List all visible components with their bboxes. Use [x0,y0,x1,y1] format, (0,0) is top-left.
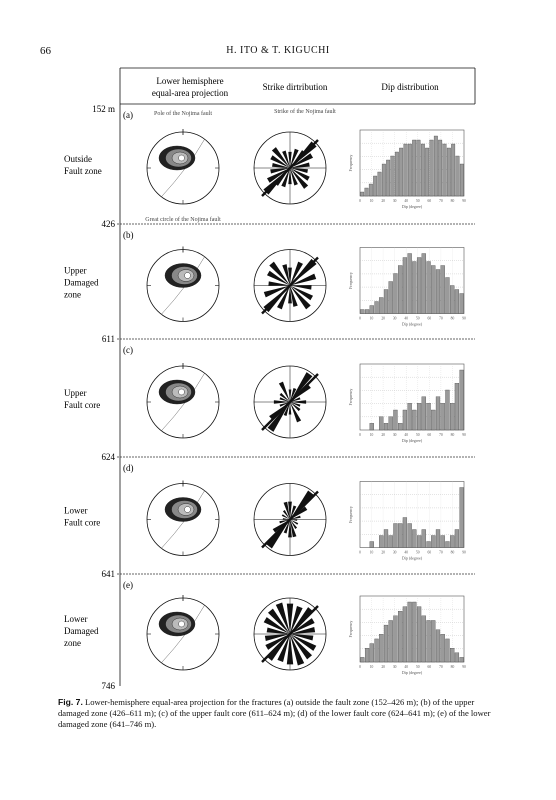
histogram-xtick: 10 [369,316,374,321]
histogram-bar [379,536,383,548]
histogram-xlabel: Dip (degree) [401,321,423,327]
histogram-xtick: 70 [439,433,443,437]
histogram-bar [389,620,393,662]
histogram-xtick: 40 [404,316,409,321]
caption-text: Lower-hemisphere equal-area projection for the fractures (a) outside the fault zone (152–426 m); (b) of the upper damaged zone (426–611 m); (c) of the upper fault core (611–624 m); (d) of the lower fault core (624–641 m); (e) of the lower damaged zone (641–746 m). [58,697,491,729]
histogram-bar [422,616,426,662]
histogram-bar [427,403,431,430]
histogram-xlabel: Dip (degree) [401,438,423,443]
histogram-bar [445,390,449,430]
histogram-bar [460,657,464,662]
histogram-bar [427,620,431,662]
histogram-xtick: 20 [381,316,385,321]
histogram-xtick: 80 [450,199,455,203]
histogram-bar [408,524,412,548]
depth-mark: 641 [101,569,115,579]
histogram-bar [404,144,408,196]
histogram-xtick: 50 [415,550,420,555]
histogram-xtick: 40 [404,433,409,437]
histogram-bar [455,653,459,662]
depth-mark: 746 [101,681,115,691]
histogram-bar [393,524,397,548]
histogram-xtick: 30 [392,665,397,669]
histogram-bar [450,286,454,314]
histogram-xtick: 50 [415,316,420,321]
histogram-bar [445,542,449,548]
histogram-bar [431,410,435,430]
zone-label: Fault core [64,517,101,528]
histogram-xtick: 20 [381,199,385,203]
histogram-bar [455,290,459,314]
histogram-bar [412,262,416,314]
histogram-xtick: 10 [369,665,374,669]
histogram-bar [389,536,393,548]
histogram-bar [431,536,435,548]
histogram-bar [431,620,435,662]
histogram-bar [370,423,374,430]
row-label: (e) [123,580,133,590]
histogram-bar [365,188,369,196]
histogram-xtick: 90 [462,550,466,555]
histogram-xtick: 40 [404,550,409,555]
histogram-bar [460,164,464,196]
zone-label: Fault core [64,400,101,410]
histogram-xtick: 30 [392,433,397,437]
histogram-bar [391,156,395,196]
histogram-xtick: 60 [427,550,432,555]
histogram-xtick: 80 [450,665,455,669]
histogram-bar [441,634,445,662]
zone-label: Outside [64,154,92,164]
histogram-xtick: 0 [359,316,361,321]
histogram-xtick: 60 [427,433,432,437]
histogram-bar [379,298,383,314]
row-4 [64,463,466,561]
histogram-bar [412,602,416,662]
histogram-xtick: 60 [427,199,432,203]
histogram-bar [441,266,445,314]
histogram-bar [398,524,402,548]
histogram-bar [393,616,397,662]
histogram-xlabel: Dip (degree) [401,555,423,561]
histogram-xtick: 90 [462,199,466,203]
col-projection-line2: equal-area projection [151,88,229,98]
histogram-bar [403,258,407,314]
histogram-bar [370,644,374,662]
histogram-xtick: 0 [359,665,361,669]
histogram-ylabel: Frequency [348,620,353,638]
histogram-bar [412,530,416,548]
histogram-xtick: 10 [369,433,374,437]
histogram-bar [370,306,374,314]
histogram-bar [421,144,425,196]
histogram-bar [403,518,407,548]
histogram-bar [460,488,464,548]
histogram-bar [417,403,421,430]
zone-label: Lower [64,614,88,624]
histogram-bar [384,530,388,548]
zone-label: Upper [64,388,87,398]
histogram-bar [360,310,364,314]
histogram-bar [378,172,382,196]
histogram-xtick: 70 [439,316,443,321]
row-label: (a) [123,110,133,120]
histogram-bar [379,417,383,430]
histogram-xtick: 60 [427,316,432,321]
histogram-xtick: 50 [415,433,420,437]
depth-mark: 611 [101,334,115,344]
caption-label: Fig. 7. [58,697,83,707]
histogram-bar [393,274,397,314]
row-2 [64,230,466,327]
histogram-bar [451,144,455,196]
histogram-bar [450,536,454,548]
histogram-bar [403,607,407,662]
page-number: 66 [40,45,51,57]
histogram-bar [436,397,440,430]
histogram-xtick: 50 [415,665,420,669]
histogram-frame [360,482,464,548]
histogram-xtick: 70 [439,665,443,669]
histogram-bar [370,542,374,548]
histogram-xtick: 70 [439,550,443,555]
histogram-bar [398,611,402,662]
histogram-bar [379,634,383,662]
depth-mark: 152 m [92,104,115,114]
histogram-bar [443,144,447,196]
histogram-ylabel: Frequency [348,154,353,172]
histogram-xtick: 40 [404,199,409,203]
histogram-bar [393,410,397,430]
density-contour [185,507,191,513]
zone-label: Damaged [64,277,99,288]
histogram-xtick: 40 [404,665,409,669]
histogram-bar [436,530,440,548]
histogram-bar [375,639,379,662]
histogram-bar [398,266,402,314]
histogram-bar [422,530,426,548]
histogram-ylabel: Frequency [348,272,353,289]
histogram-bar [460,370,464,430]
histogram-bar [455,530,459,548]
histogram-bar [417,536,421,548]
histogram-bar [408,144,412,196]
histogram-xtick: 0 [359,550,361,555]
histogram-xtick: 80 [450,550,455,555]
zone-label: Upper [64,265,87,276]
histogram-bar [450,403,454,430]
histogram-bar [384,625,388,662]
histogram-xtick: 0 [359,199,361,203]
histogram-xtick: 50 [415,199,420,203]
great-circle-annotation: Great circle of the Nojima fault [145,217,221,223]
histogram-bar [382,164,386,196]
histogram-xtick: 90 [462,433,466,437]
histogram-bar [389,282,393,314]
histogram-bar [365,648,369,662]
histogram-xtick: 80 [450,433,455,437]
histogram-xtick: 90 [462,316,466,321]
zone-label: Fault zone [64,166,102,176]
density-contour [185,273,191,279]
histogram-bar [450,648,454,662]
zone-label: Damaged [64,626,99,636]
histogram-bar [384,423,388,430]
histogram-bar [408,602,412,662]
histogram-bar [417,607,421,662]
density-contour [179,155,185,161]
histogram-bar [417,258,421,314]
histogram-bar [384,290,388,314]
histogram-xtick: 10 [369,199,374,203]
zone-label: zone [64,638,81,648]
histogram-xtick: 10 [369,550,374,555]
histogram-bar [445,639,449,662]
histogram-bar [445,278,449,314]
row-label: (d) [123,463,134,473]
histogram-bar [447,148,451,196]
histogram-bar [434,136,438,196]
histogram-bar [422,254,426,314]
histogram-bar [408,254,412,314]
zone-label: Lower [64,505,88,516]
zone-label: zone [64,289,81,300]
histogram-bar [417,140,421,196]
histogram-bar [375,302,379,314]
histogram-xtick: 20 [381,433,385,437]
row-label: (b) [123,230,134,240]
pole-annotation: Pole of the Nojima fault [154,111,212,117]
histogram-bar [412,140,416,196]
histogram-bar [427,262,431,314]
col-dip: Dip distribution [381,82,439,92]
histogram-bar [427,542,431,548]
figure-caption [58,697,498,730]
histogram-xtick: 80 [450,316,455,321]
histogram-bar [403,410,407,430]
histogram-bar [456,156,460,196]
histogram-bar [360,192,364,196]
histogram-bar [441,403,445,430]
histogram-bar [360,657,364,662]
histogram-xtick: 90 [462,665,466,669]
histogram-bar [422,397,426,430]
histogram-xtick: 60 [427,665,432,669]
histogram-ylabel: Frequency [348,506,353,523]
col-strike: Strike dirtribution [262,82,328,92]
histogram-bar [398,423,402,430]
running-head: H. ITO & T. KIGUCHI [226,45,330,56]
histogram-xtick: 30 [392,316,397,321]
histogram-xtick: 30 [392,550,397,555]
histogram-bar [430,140,434,196]
depth-mark: 624 [101,452,115,462]
histogram-bar [436,270,440,314]
histogram-bar [455,383,459,430]
histogram-bar [436,630,440,662]
histogram-bar [373,176,377,196]
histogram-bar [408,403,412,430]
row-1 [64,108,466,223]
histogram-xlabel: Dip (degree) [401,670,423,675]
histogram-xlabel: Dip (degree) [401,204,423,209]
histogram-bar [431,266,435,314]
histogram-bar [395,152,399,196]
histogram-xtick: 0 [359,433,361,437]
col-projection-line1: Lower hemisphere [156,76,224,86]
row-5 [64,580,466,675]
density-contour [179,389,185,395]
histogram-bar [399,148,403,196]
histogram-xtick: 20 [381,550,385,555]
density-contour [179,621,185,627]
histogram-bar [441,536,445,548]
histogram-bar [365,310,369,314]
histogram-xtick: 70 [439,199,443,203]
histogram-bar [412,410,416,430]
histogram-xtick: 30 [392,199,397,203]
histogram-xtick: 20 [381,665,385,669]
row-3 [64,345,466,443]
depth-mark: 426 [101,219,115,229]
histogram-ylabel: Frequency [348,388,353,406]
row-label: (c) [123,345,133,355]
strike-annotation: Strike of the Nojima fault [274,109,336,115]
histogram-bar [369,184,373,196]
histogram-bar [425,148,429,196]
histogram-bar [460,294,464,314]
histogram-bar [386,160,390,196]
histogram-bar [389,417,393,430]
histogram-bar [438,140,442,196]
